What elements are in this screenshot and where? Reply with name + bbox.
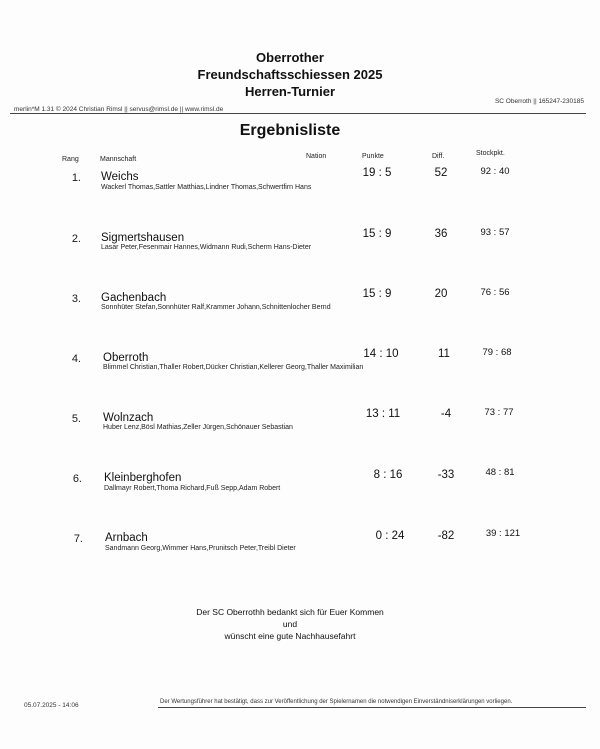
header-divider bbox=[10, 113, 586, 114]
team-members: Sonnhüter Stefan,Sonnhüter Ralf,Krammer Johann,Schnittenlocher Bernd bbox=[101, 304, 331, 311]
software-credit: merlin*M 1.31 © 2024 Christian Rimsl || servus@rimsl.de || www.rimsl.de bbox=[14, 106, 224, 113]
team-stockpkt: 73 : 77 bbox=[484, 407, 514, 418]
team-stockpkt: 48 : 81 bbox=[485, 467, 515, 478]
team-diff: -82 bbox=[437, 530, 455, 542]
team-stockpkt: 93 : 57 bbox=[480, 227, 510, 238]
col-header-diff: Diff. bbox=[432, 153, 445, 160]
team-diff: 11 bbox=[438, 348, 450, 360]
team-members: Huber Lenz,Bösl Mathias,Zeller Jürgen,Schönauer Sebastian bbox=[103, 424, 293, 431]
team-rank: 3. bbox=[71, 293, 81, 305]
team-rank: 2. bbox=[71, 233, 81, 245]
team-members: Dallmayr Robert,Thoma Richard,Fuß Sepp,Adam Robert bbox=[104, 485, 281, 492]
team-points: 0 : 24 bbox=[375, 530, 405, 542]
team-stockpkt: 79 : 68 bbox=[482, 347, 512, 358]
team-members: Sandmann Georg,Wimmer Hans,Prunitsch Peter,Treibl Dieter bbox=[105, 545, 296, 552]
team-members: Lasar Peter,Fesenmair Hannes,Widmann Rudi,Scherm Hans-Dieter bbox=[101, 244, 312, 251]
col-header-mannschaft: Mannschaft bbox=[100, 156, 137, 163]
team-diff: 20 bbox=[434, 288, 448, 300]
col-header-stockpkt: Stockpkt. bbox=[476, 150, 505, 157]
team-stockpkt: 92 : 40 bbox=[480, 166, 510, 177]
footer-disclaimer: Der Wertungsführer hat bestätigt, dass zur Veröffentlichung der Spielernamen die notwendigen Einverständniserklärungen vorliegen. bbox=[160, 699, 513, 705]
club-code: SC Oberroth || 165247-230185 bbox=[494, 98, 584, 105]
team-stockpkt: 39 : 121 bbox=[485, 528, 521, 539]
footer-divider bbox=[158, 707, 586, 708]
team-points: 15 : 9 bbox=[362, 228, 392, 240]
team-rank: 1. bbox=[71, 172, 81, 184]
team-rank: 4. bbox=[71, 353, 81, 365]
team-rank: 5. bbox=[71, 413, 81, 425]
team-diff: 36 bbox=[434, 228, 448, 240]
team-members: Wackerl Thomas,Sattler Matthias,Lindner Thomas,Schwertfirn Hans bbox=[101, 184, 312, 191]
team-rank: 6. bbox=[72, 473, 82, 485]
team-name: Weichs bbox=[101, 171, 139, 183]
team-name: Oberroth bbox=[103, 352, 149, 364]
team-name: Wolnzach bbox=[103, 412, 154, 424]
team-diff: -4 bbox=[440, 408, 452, 420]
team-points: 8 : 16 bbox=[373, 469, 403, 481]
event-title-line3: Herren-Turnier bbox=[244, 84, 336, 99]
event-title-line1: Oberrother bbox=[256, 50, 324, 65]
team-diff: 52 bbox=[434, 167, 448, 179]
closing-line-3: wünscht eine gute Nachhausefahrt bbox=[224, 631, 356, 641]
team-name: Arnbach bbox=[105, 532, 148, 544]
team-points: 14 : 10 bbox=[363, 348, 399, 360]
team-diff: -33 bbox=[437, 469, 455, 481]
team-members: Blimmel Christian,Thaller Robert,Dücker Christian,Kellerer Georg,Thaller Maximilian bbox=[103, 364, 364, 371]
col-header-nation: Nation bbox=[306, 153, 327, 160]
team-points: 19 : 5 bbox=[362, 167, 392, 179]
print-datetime: 05.07.2025 - 14:06 bbox=[24, 702, 79, 709]
team-stockpkt: 76 : 56 bbox=[480, 287, 510, 298]
list-title: Ergebnisliste bbox=[239, 122, 341, 139]
col-header-rang: Rang bbox=[62, 156, 79, 163]
closing-line-1: Der SC Oberrothh bedankt sich für Euer Kommen bbox=[196, 607, 384, 617]
event-title-line2: Freundschaftsschiessen 2025 bbox=[197, 67, 383, 82]
team-points: 15 : 9 bbox=[362, 288, 392, 300]
col-header-punkte: Punkte bbox=[362, 153, 384, 160]
team-name: Sigmertshausen bbox=[101, 232, 185, 244]
team-name: Gachenbach bbox=[101, 292, 167, 304]
team-points: 13 : 11 bbox=[365, 408, 401, 420]
closing-line-2: und bbox=[282, 619, 298, 629]
team-rank: 7. bbox=[73, 533, 83, 545]
team-name: Kleinberghofen bbox=[104, 472, 182, 484]
